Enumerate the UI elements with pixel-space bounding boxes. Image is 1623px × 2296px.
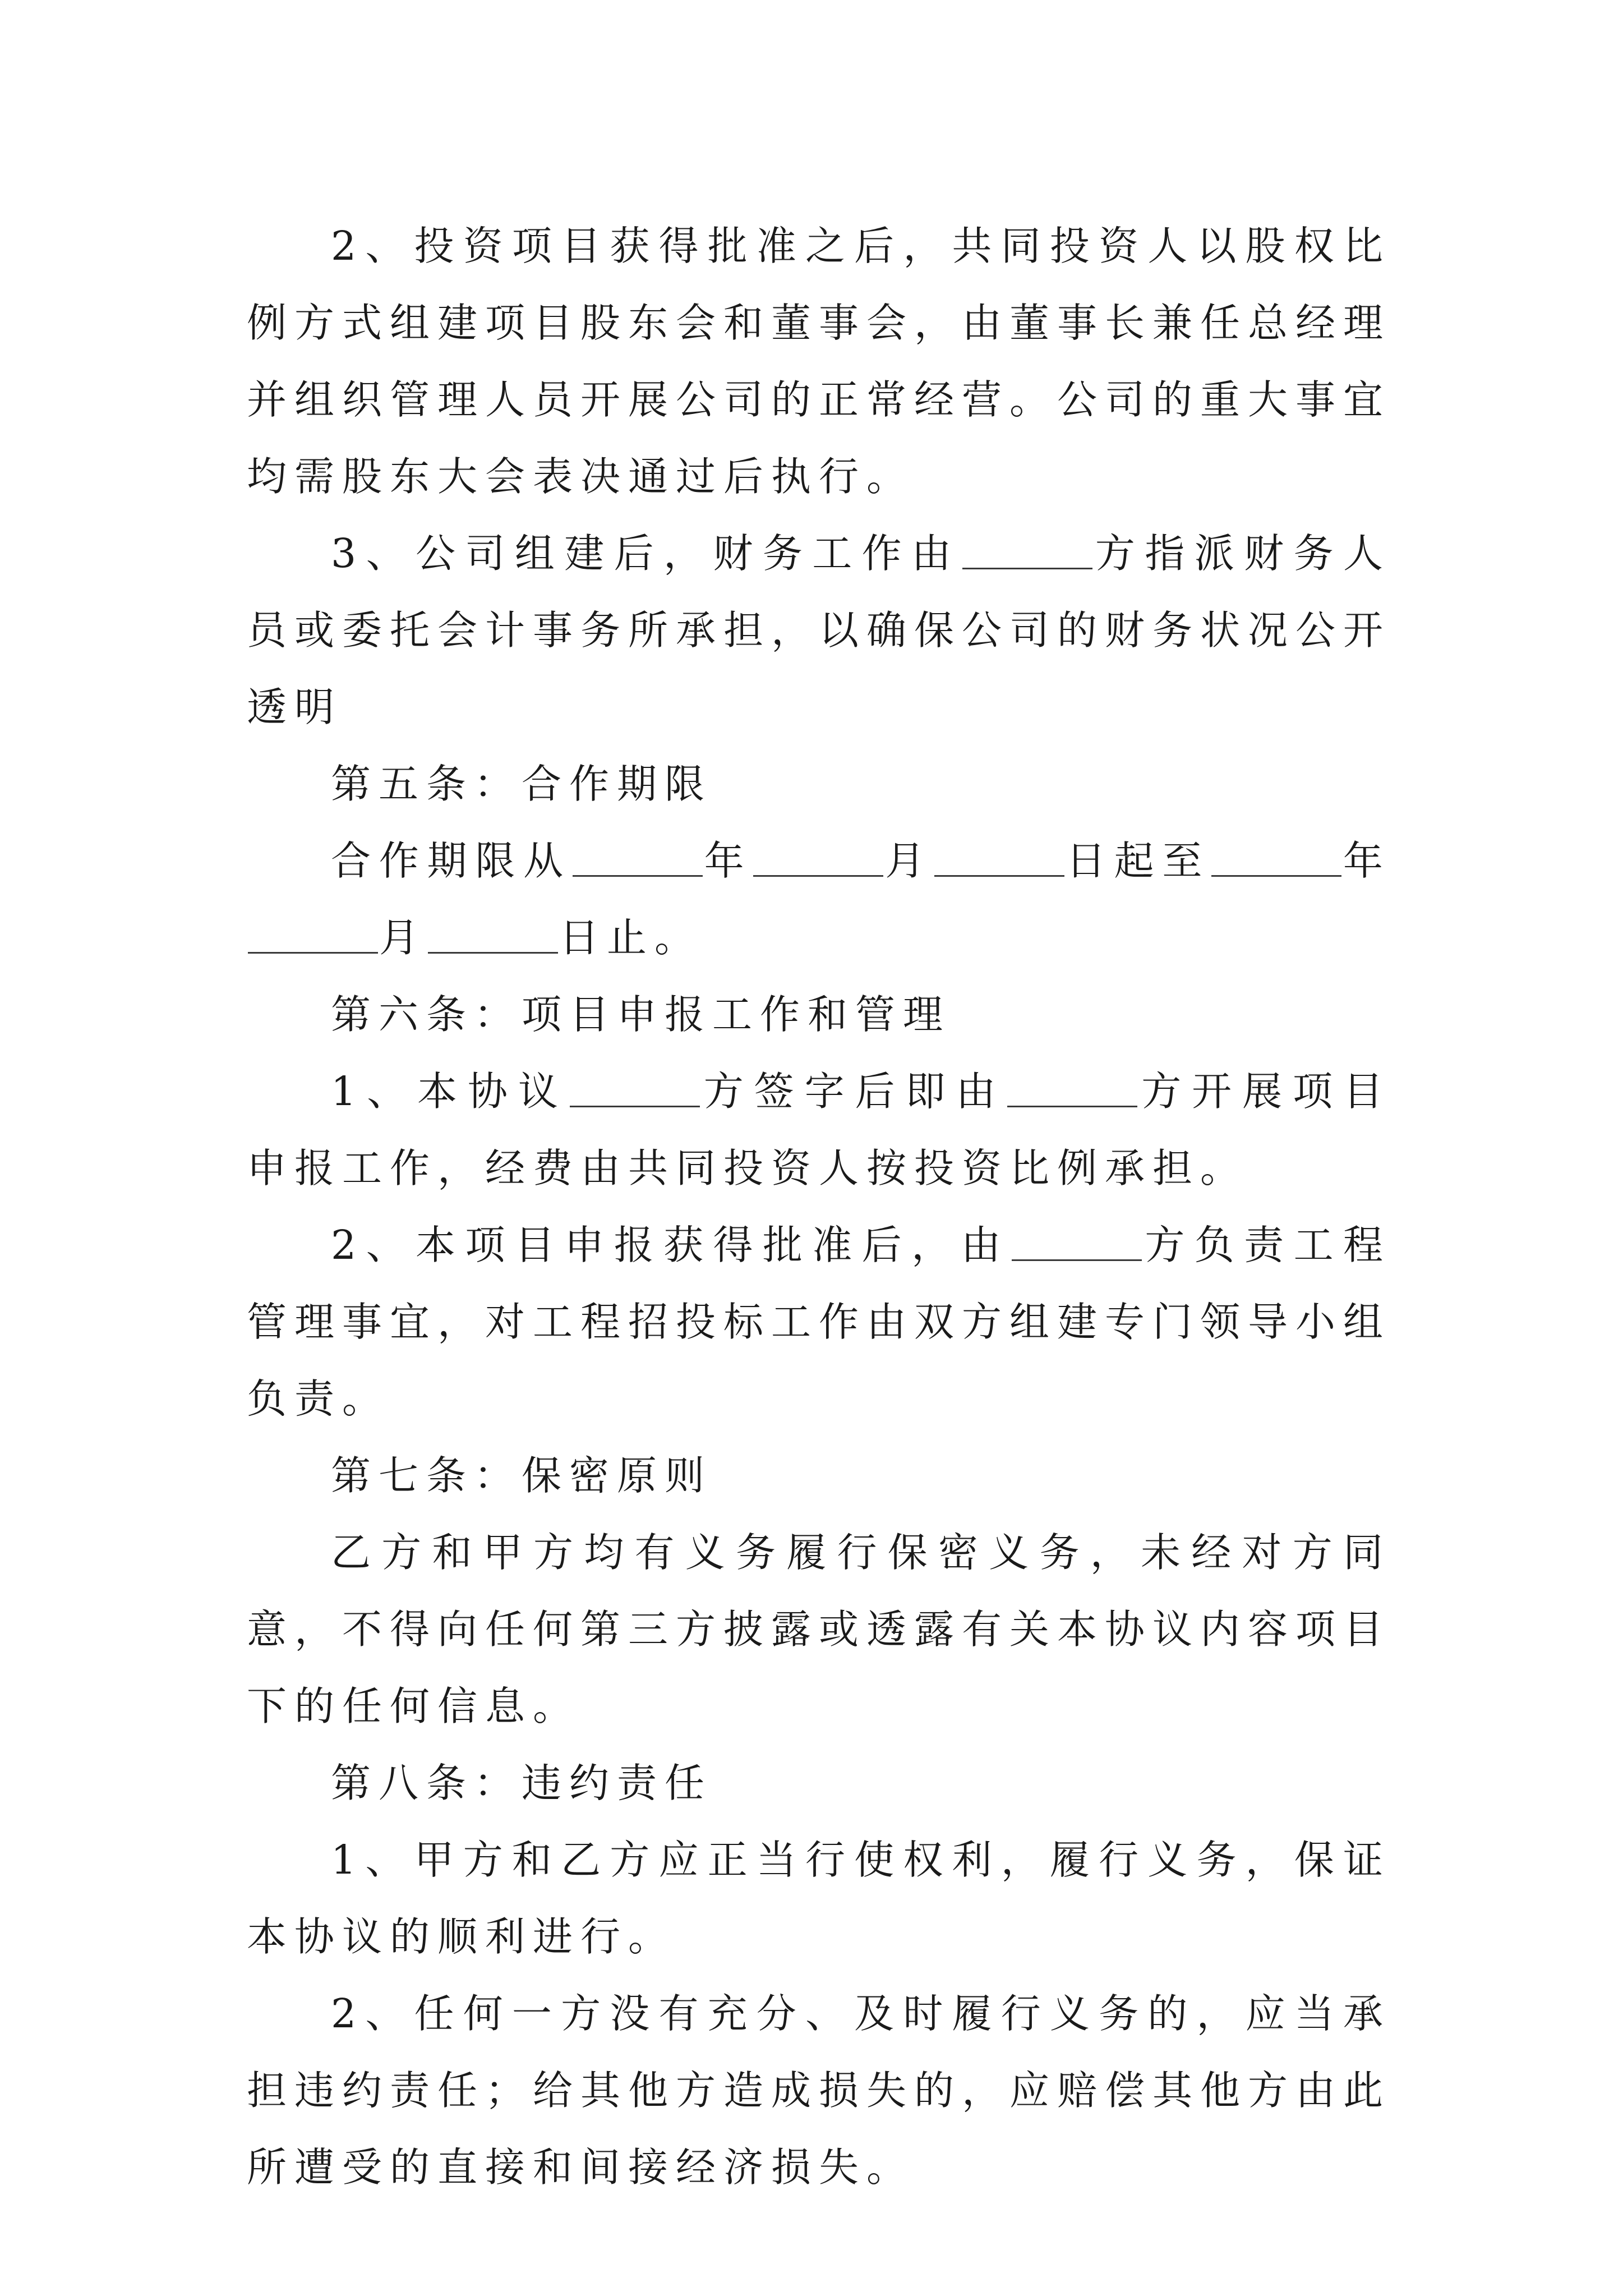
clause8-item2-text: 2、任何一方没有充分、及时履行义务的，应当承担违约责任；给其他方造成损失的，应赔偿其他方由此所遭受的直接和间接经济损失。	[247, 1990, 1391, 2191]
document-body	[247, 208, 1391, 2206]
clause6-title: 第六条：项目申报工作和管理	[331, 991, 951, 1038]
clause5-body-paragraph	[247, 822, 1391, 976]
clause7-text: 乙方和甲方均有义务履行保密义务，未经对方同意，不得向任何第三方披露或透露有关本协议内容项目下的任何信息。	[247, 1529, 1391, 1729]
clause5-text-6: 月	[379, 914, 427, 961]
clause6-item2-text-2: 方负责工程管理事宜，对工程招投标工作由双方组建专门领导小组负责。	[247, 1222, 1391, 1422]
clause4-item2-paragraph	[247, 208, 1391, 515]
clause6-item1-text-3: 方开展项目申报工作，经费由共同投资人按投资比例承担。	[247, 1068, 1391, 1191]
fill-in-blank[interactable]	[1012, 1220, 1142, 1261]
clause5-text-7: 日止。	[559, 914, 703, 961]
clause4-item2-text: 2、投资项目获得批准之后，共同投资人以股权比例方式组建项目股东会和董事会，由董事长兼任总经理并组织管理人员开展公司的正常经营。公司的重大事宜均需股东大会表决通过后执行。	[247, 223, 1391, 500]
clause6-item2-paragraph	[247, 1207, 1391, 1437]
fill-in-blank[interactable]	[248, 912, 378, 954]
clause5-text-1: 合作期限从	[331, 838, 571, 884]
clause5-text-2: 年	[703, 838, 753, 884]
clause6-heading	[247, 976, 1391, 1053]
clause6-item1-text-1: 1、本协议	[331, 1068, 569, 1115]
clause8-item1-text: 1、甲方和乙方应正当行使权利，履行义务，保证本协议的顺利进行。	[247, 1837, 1391, 1960]
fill-in-blank[interactable]	[570, 1066, 700, 1107]
clause8-title: 第八条：违约责任	[331, 1760, 713, 1806]
clause8-item2-paragraph	[247, 1975, 1391, 2206]
clause5-title: 第五条：合作期限	[331, 761, 713, 807]
clause4-item3-paragraph	[247, 515, 1391, 746]
fill-in-blank[interactable]	[753, 835, 883, 877]
clause6-item1-paragraph	[247, 1053, 1391, 1207]
fill-in-blank[interactable]	[428, 912, 558, 954]
fill-in-blank[interactable]	[573, 835, 703, 877]
fill-in-blank[interactable]	[962, 528, 1092, 569]
clause6-item1-text-2: 方签字后即由	[700, 1068, 1007, 1115]
clause7-body-paragraph	[247, 1514, 1391, 1745]
clause7-title: 第七条：保密原则	[331, 1452, 713, 1499]
clause8-item1-paragraph	[247, 1821, 1391, 1975]
clause7-heading	[247, 1437, 1391, 1514]
clause4-item3-text-2: 方指派财务人员或委托会计事务所承担，以确保公司的财务状况公开透明	[247, 530, 1391, 730]
fill-in-blank[interactable]	[1211, 835, 1341, 877]
fill-in-blank[interactable]	[934, 835, 1064, 877]
clause4-item3-text-1: 3、公司组建后，财务工作由	[331, 530, 961, 577]
fill-in-blank[interactable]	[1007, 1066, 1137, 1107]
clause5-heading	[247, 746, 1391, 822]
clause6-item2-text-1: 2、本项目申报获得批准后，由	[331, 1222, 1011, 1268]
clause8-heading	[247, 1745, 1391, 1821]
clause5-text-3: 月	[884, 838, 934, 884]
clause5-text-5: 年	[1343, 838, 1391, 884]
clause5-text-4: 日起至	[1066, 838, 1211, 884]
